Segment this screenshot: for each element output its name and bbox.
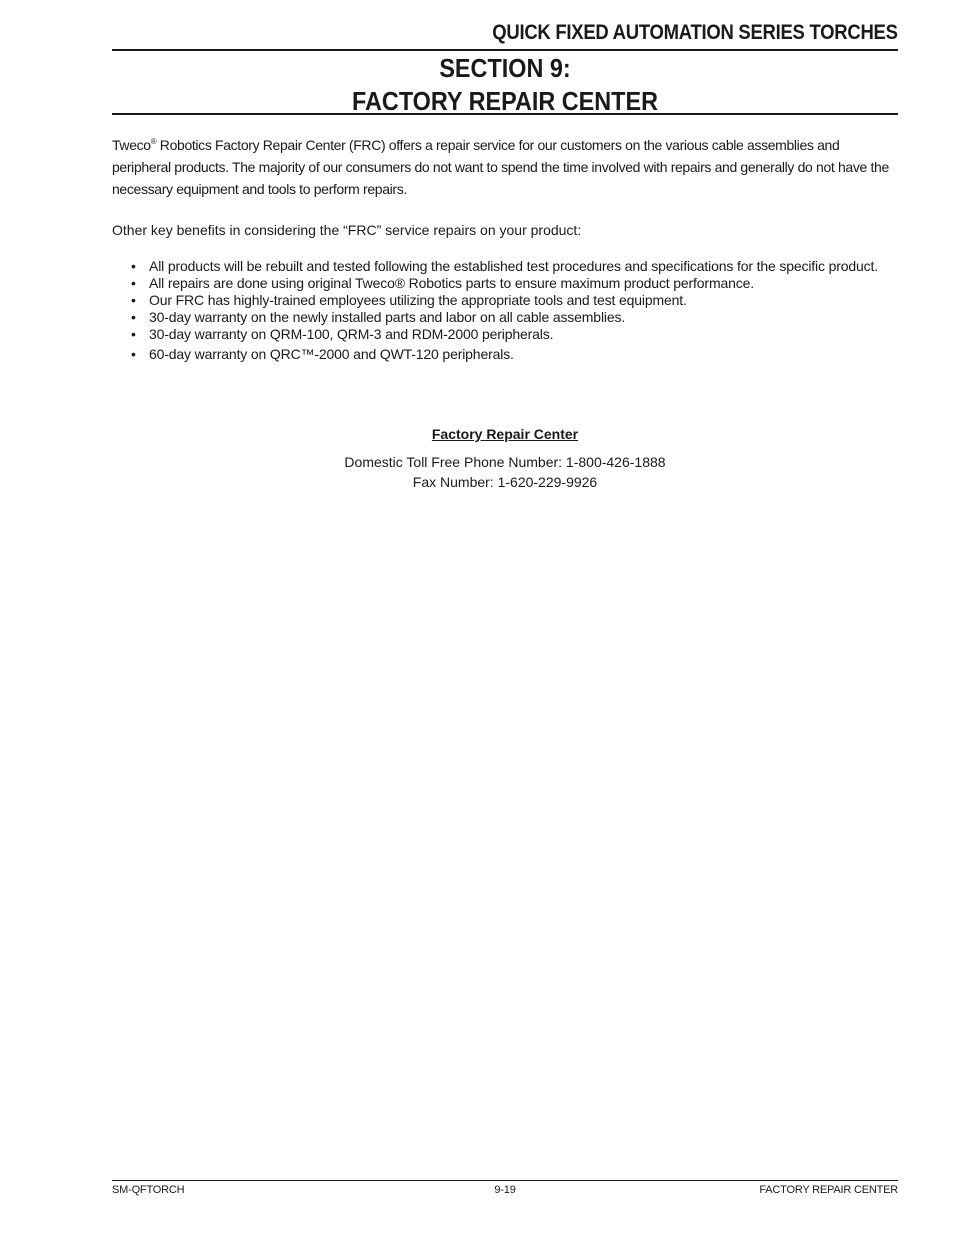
bullet-icon: • xyxy=(131,275,136,291)
intro-paragraph xyxy=(112,134,898,200)
benefit-text: Our FRC has highly-trained employees utilizing the appropriate tools and test equipment. xyxy=(149,292,687,308)
benefit-text: 60-day warranty on QRC™-2000 and QWT-120 peripherals. xyxy=(149,346,514,362)
benefit-text: All products will be rebuilt and tested following the established test procedures and specifications for the specific product. xyxy=(149,258,878,274)
footer-page-number: 9-19 xyxy=(494,1184,516,1196)
intro-brand: Tweco xyxy=(112,137,151,153)
section-title xyxy=(112,52,898,118)
benefit-item xyxy=(112,309,898,326)
intro-text: Robotics Factory Repair Center (FRC) offers a repair service for our customers on the various cable assemblies and peripheral products. The majority of our consumers do not want to spend the time involved with repairs and generally do not have the necessary equipment and tools to perform repairs. xyxy=(112,137,889,197)
benefits-list xyxy=(112,258,898,363)
manual-page xyxy=(112,0,898,1235)
benefits-lead: Other key benefits in considering the “FRC” service repairs on your product: xyxy=(112,222,582,238)
header-rule xyxy=(112,49,898,51)
bullet-icon: • xyxy=(131,346,136,362)
bullet-icon: • xyxy=(131,309,136,325)
benefit-text: 30-day warranty on the newly installed parts and labor on all cable assemblies. xyxy=(149,309,626,325)
benefit-text: All repairs are done using original Tweco® Robotics parts to ensure maximum product performance. xyxy=(149,275,754,291)
running-header-title: QUICK FIXED AUTOMATION SERIES TORCHES xyxy=(492,21,898,44)
contact-heading: Factory Repair Center xyxy=(431,426,579,442)
footer-rule xyxy=(112,1180,898,1181)
section-name: FACTORY REPAIR CENTER xyxy=(352,86,658,116)
footer-document-code: SM-QFTORCH xyxy=(112,1184,185,1196)
benefit-text: 30-day warranty on QRM-100, QRM-3 and RDM-2000 peripherals. xyxy=(149,326,554,342)
benefit-item xyxy=(112,346,898,363)
bullet-icon: • xyxy=(131,292,136,308)
benefit-item xyxy=(112,292,898,309)
section-number: SECTION 9: xyxy=(439,53,571,83)
section-rule xyxy=(112,113,898,115)
contact-phone: Domestic Toll Free Phone Number: 1-800-426-1888 xyxy=(344,454,666,470)
benefit-item xyxy=(112,326,898,343)
benefit-item xyxy=(112,258,898,275)
contact-fax: Fax Number: 1-620-229-9926 xyxy=(412,474,598,490)
registered-mark: ® xyxy=(150,137,157,146)
bullet-icon: • xyxy=(131,258,136,274)
footer-section-name: FACTORY REPAIR CENTER xyxy=(759,1184,898,1196)
bullet-icon: • xyxy=(131,326,136,342)
benefit-item xyxy=(112,275,898,292)
